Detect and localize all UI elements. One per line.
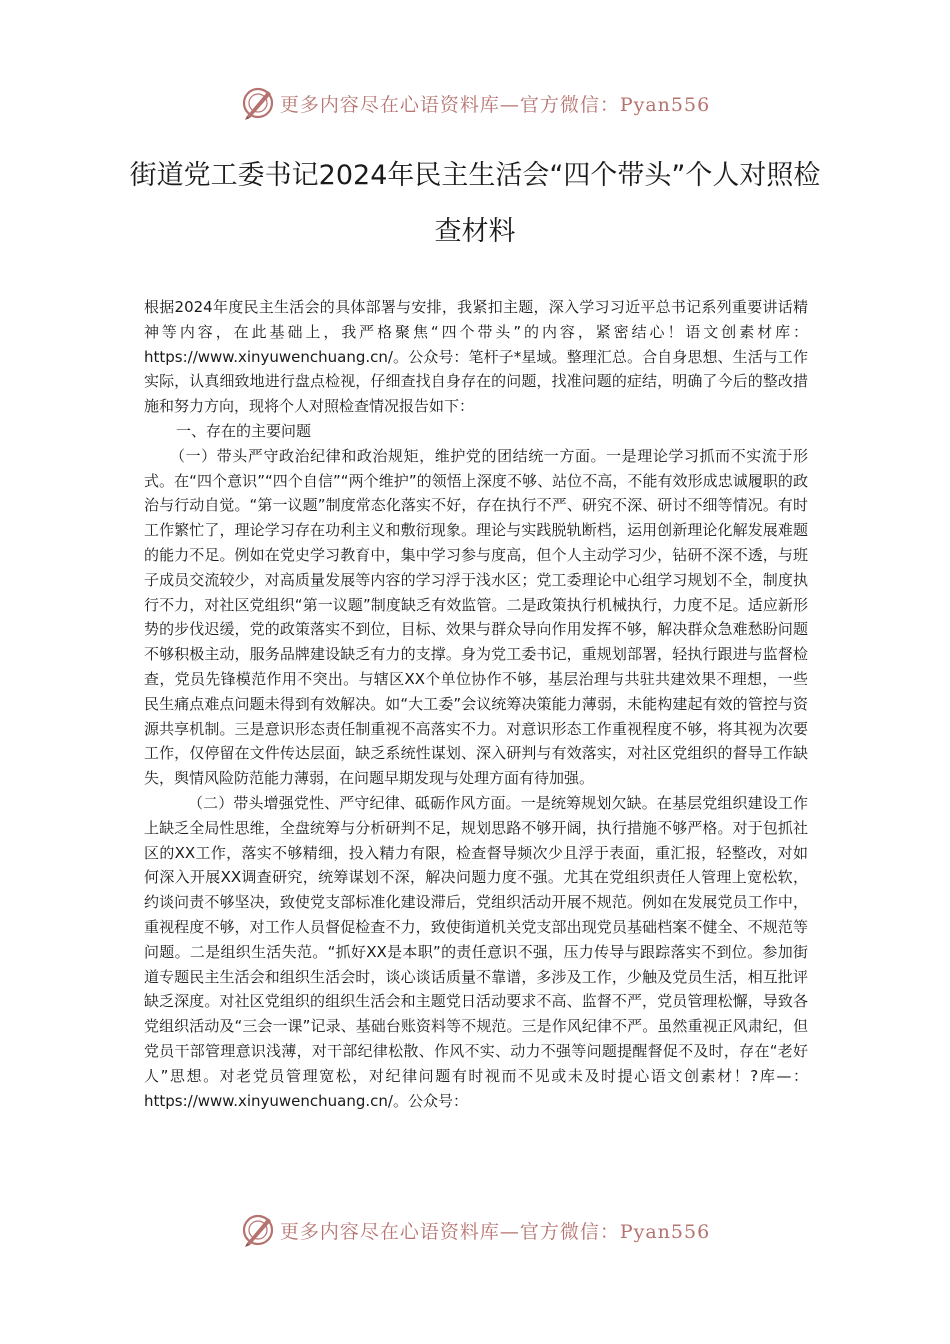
intro-paragraph: 根据2024年度民主生活会的具体部署与安排，我紧扣主题，深入学习习近平总书记系列重要讲话精神等内容，在此基础上，我严格聚焦“四个带头”的内容，紧密结心！语文创素材库：https://www.xinyuwenchuang.cn/。公众号：笔杆子*星域。整理汇总。合自身思想、生活与工作实际，认真细致地进行盘点检视，仔细查找自身存在的问题，找准问题的症结，明确了今后的整改措施和努力方向，现将个人对照检查情况报告如下： xyxy=(144,298,808,416)
header-watermark-banner xyxy=(0,83,950,123)
watermark-text: 更多内容尽在心语资料库—官方微信：Pyan556 xyxy=(279,1220,711,1243)
watermark-text: 更多内容尽在心语资料库—官方微信：Pyan556 xyxy=(279,93,711,116)
footer-watermark-banner xyxy=(0,1210,950,1250)
section-heading: 一、存在的主要问题 xyxy=(176,421,312,440)
pen-emblem-icon xyxy=(240,1212,276,1248)
section-paragraph-1: （一）带头严守政治纪律和政治规矩，维护党的团结统一方面。一是理论学习抓而不实流于形式。在“四个意识”“四个自信”“两个维护”的领悟上深度不够、站位不高，不能有效形成忠诚履职的政治与行动自觉。“第一议题”制度常态化落实不好，存在执行不严、研究不深、研讨不细等情况。有时工作繁忙了，理论学习存在功利主义和敷衍现象。理论与实践脱轨断档，运用创新理论化解发展难题的能力不足。例如在党史学习教育中，集中学习参与度高，但个人主动学习少，钻研不深不透，与班子成员交流较少，对高质量发展等内容的学习浮于浅水区；党工委理论中心组学习规划不全，制度执行不力，对社区党组织“第一议题”制度缺乏有效监管。二是政策执行机械执行，力度不足。适应新形势的步伐迟缓，党的政策落实不到位，目标、效果与群众导向作用发挥不够，解决群众急难愁盼问题不够积极主动，服务品牌建设缺乏有力的支撑。身为党工委书记，重规划部署，轻执行跟进与监督检查，党员先锋模范作用不突出。与辖区XX个单位协作不够，基层治理与共驻共建效果不理想，一些民生痛点难点问题未得到有效解决。如“大工委”会议统筹决策能力薄弱，未能构建起有效的管控与资源共享机制。三是意识形态责任制重视不高落实不力。对意识形态工作重视程度不够，将其视为次要工作，仅停留在文件传达层面，缺乏系统性谋划、深入研判与有效落实，对社区党组织的督导工作缺失，舆情风险防范能力薄弱，在问题早期发现与处理方面有待加强。 xyxy=(144,446,808,788)
pen-emblem-icon xyxy=(240,85,276,121)
section-paragraph-2: （二）带头增强党性、严守纪律、砥砺作风方面。一是统筹规划欠缺。在基层党组织建设工作上缺乏全局性思维，全盘统筹与分析研判不足，规划思路不够开阔，执行措施不够严格。对于包抓社区的XX工作，落实不够精细，投入精力有限，检查督导频次少且浮于表面，重汇报，轻整改，对如何深入开展XX调查研究，统筹谋划不深，解决问题力度不强。尤其在党组织责任人管理上宽松软，约谈问责不够坚决，致使党支部标准化建设滞后，党组织活动开展不规范。例如在发展党员工作中，重视程度不够，对工作人员督促检查不力，致使街道机关党支部出现党员基础档案不健全、不规范等问题。二是组织生活失范。“抓好XX是本职”的责任意识不强，压力传导与跟踪落实不到位。参加街道专题民主生活会和组织生活会时，谈心谈话质量不靠谱，多涉及工作，少触及党员生活，相互批评缺乏深度。对社区党组织的组织生活会和主题党日活动要求不高、监督不严，党员管理松懈，导致各党组织活动及“三会一课”记录、基础台账资料等不规范。三是作风纪律不严。虽然重视正风肃纪，但党员干部管理意识浅薄，对干部纪律松散、作风不实、动力不强等问题提醒督促不及时，存在“老好人”思想。对老党员管理宽松，对纪律问题有时视而不见或未及时提心语文创素材！?库—：https://www.xinyuwenchuang.cn/。公众号： xyxy=(144,793,808,1110)
document-title: 街道党工委书记2024年民主生活会“四个带头”个人对照检查材料 xyxy=(129,160,821,247)
document-body xyxy=(144,295,808,1113)
